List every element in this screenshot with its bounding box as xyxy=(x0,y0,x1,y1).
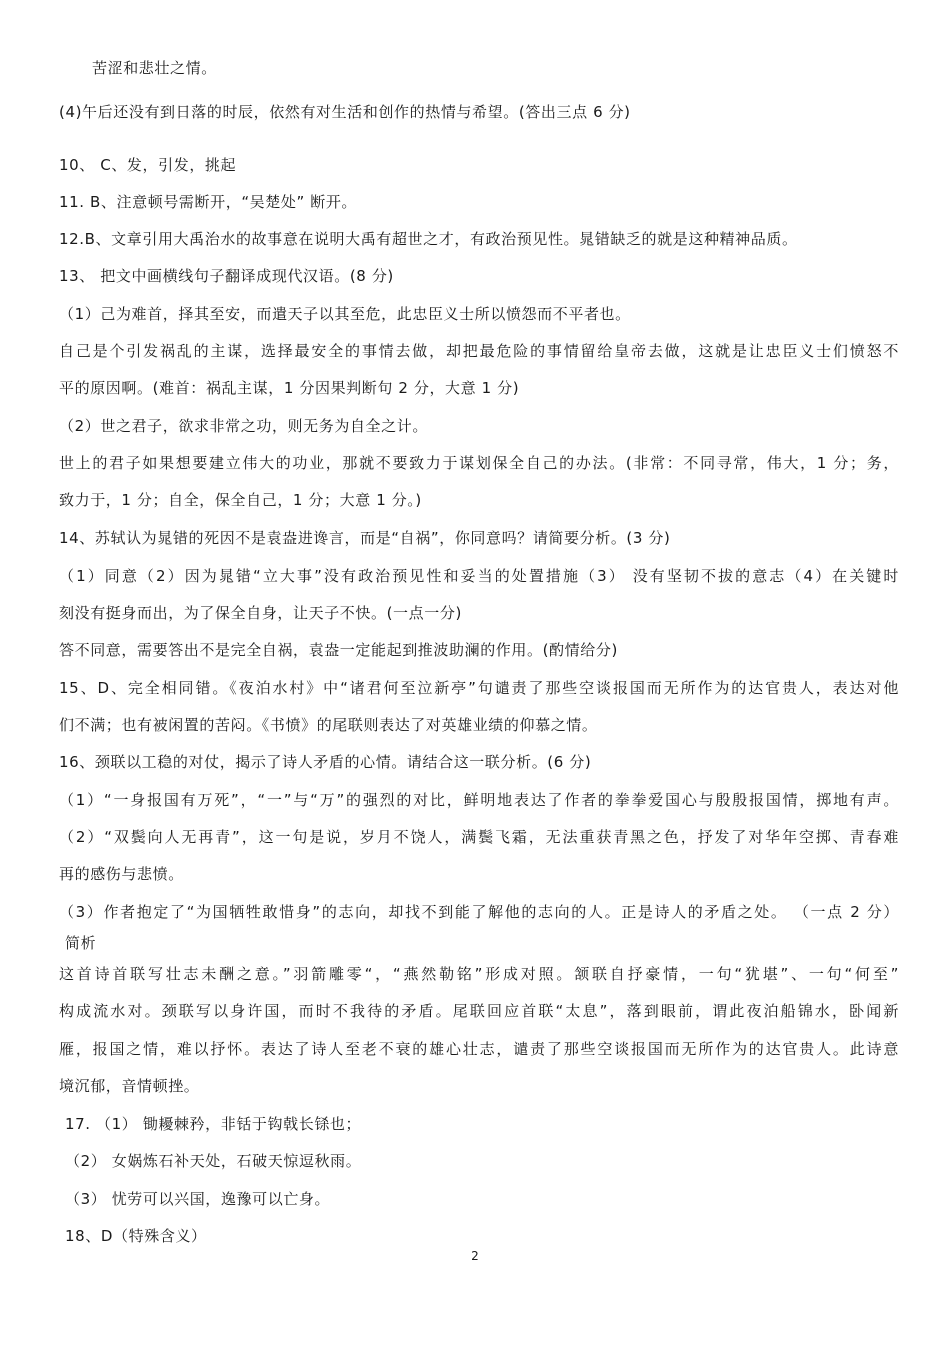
text-line: 苦涩和悲壮之情。 xyxy=(92,59,217,77)
text-line: 世上的君子如果想要建立伟大的功业，那就不要致力于谋划保全自己的办法。(非常：不同寻常，伟大，1 分；务， xyxy=(59,454,899,472)
text-line: 15、D、完全相同错。《夜泊水村》中“诸君何至泣新亭”句谴责了那些空谈报国而无所作为的达官贵人，表达对他 xyxy=(59,679,899,697)
text-line: 11. B、注意顿号需断开，“吴楚处” 断开。 xyxy=(59,193,358,211)
text-line: 平的原因啊。(难首：祸乱主谋，1 分因果判断句 2 分，大意 1 分) xyxy=(59,379,520,397)
text-line: 境沉郁，音情顿挫。 xyxy=(59,1077,200,1095)
text-line: 12.B、文章引用大禹治水的故事意在说明大禹有超世之才，有政治预见性。晁错缺乏的就是这种精神品质。 xyxy=(59,230,798,248)
text-line: 构成流水对。颈联写以身许国，而时不我待的矛盾。尾联回应首联“太息”，落到眼前，谓此夜泊船锦水，卧闻新 xyxy=(59,1002,899,1020)
text-line: （2）世之君子，欲求非常之功，则无务为自全之计。 xyxy=(59,417,428,435)
text-line: 刻没有挺身而出，为了保全自身，让天子不快。(一点一分) xyxy=(59,604,462,622)
text-line: 们不满；也有被闲置的苦闷。《书愤》的尾联则表达了对英雄业绩的仰慕之情。 xyxy=(59,716,598,734)
text-line: 答不同意，需要答出不是完全自祸，袁盎一定能起到推波助澜的作用。(酌情给分) xyxy=(59,641,618,659)
text-line: 致力于，1 分；自全，保全自己，1 分；大意 1 分。) xyxy=(59,491,422,509)
page-number: 2 xyxy=(471,1249,479,1263)
text-line: (4)午后还没有到日落的时辰，依然有对生活和创作的热情与希望。(答出三点 6 分) xyxy=(59,103,631,121)
text-line: 再的感伤与悲愤。 xyxy=(59,865,184,883)
text-line: （1）己为难首，择其至安，而遣天子以其至危，此忠臣义士所以愤怨而不平者也。 xyxy=(59,305,631,323)
text-line: 雁，报国之情，难以抒怀。表达了诗人至老不衰的雄心壮志，谴责了那些空谈报国而无所作为的达官贵人。此诗意 xyxy=(59,1040,899,1058)
text-line: （2） 女娲炼石补天处，石破天惊逗秋雨。 xyxy=(65,1152,362,1170)
text-line: 18、D（特殊含义） xyxy=(65,1227,207,1245)
text-line: （3） 忧劳可以兴国，逸豫可以亡身。 xyxy=(65,1190,331,1208)
text-line: 10、 C、发，引发，挑起 xyxy=(59,156,237,174)
text-line: （3）作者抱定了“为国牺牲敢惜身”的志向，却找不到能了解他的志向的人。正是诗人的矛盾之处。 （一点 2 分） xyxy=(59,903,899,921)
text-line: 13、 把文中画横线句子翻译成现代汉语。(8 分) xyxy=(59,267,394,285)
text-line: 自己是个引发祸乱的主谋，选择最安全的事情去做，却把最危险的事情留给皇帝去做，这就是让忠臣义士们愤怒不 xyxy=(59,342,899,360)
text-line: 14、苏轼认为晁错的死因不是袁盎进谗言，而是“自祸”，你同意吗？请简要分析。(3 分) xyxy=(59,529,671,547)
text-line: 这首诗首联写壮志未酬之意。”羽箭雕零“，“燕然勒铭”形成对照。颔联自抒豪情，一句“犹堪”、一句“何至” xyxy=(59,965,899,983)
text-line: （2）“双鬓向人无再青”，这一句是说，岁月不饶人，满鬓飞霜，无法重获青黑之色，抒发了对华年空掷、青春难 xyxy=(59,828,899,846)
text-line: （1）同意（2）因为晁错“立大事”没有政治预见性和妥当的处置措施（3） 没有坚韧不拔的意志（4）在关键时 xyxy=(59,567,899,585)
text-line: （1）“一身报国有万死”，“一”与“万”的强烈的对比，鲜明地表达了作者的拳拳爱国心与殷殷报国情，掷地有声。 xyxy=(59,791,899,809)
text-line: 17. （1） 锄耰棘矜，非铦于钩戟长铩也； xyxy=(65,1115,362,1133)
text-line: 16、颈联以工稳的对仗，揭示了诗人矛盾的心情。请结合这一联分析。(6 分) xyxy=(59,753,592,771)
text-line: 简析 xyxy=(65,934,97,952)
